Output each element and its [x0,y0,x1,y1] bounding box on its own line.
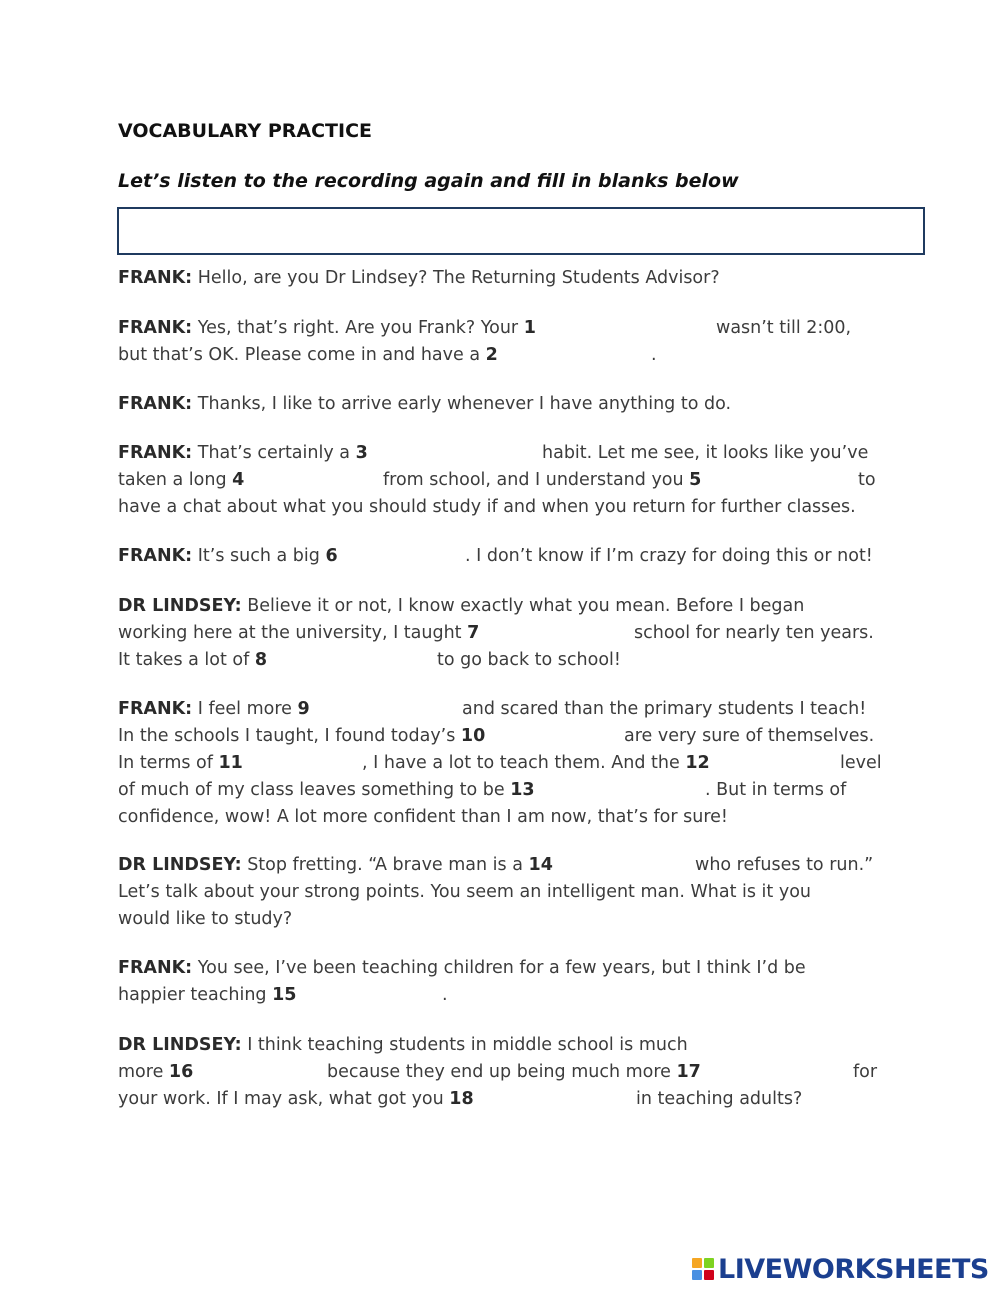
line-text: in teaching adults? [636,1089,803,1109]
speaker-label: FRANK: [118,443,193,463]
line-text: It’s such a big [192,546,326,566]
dialogue-line [118,1059,888,1086]
speaker-label: DR LINDSEY: [118,1035,242,1055]
dialogue-line [118,494,888,521]
line-text-after-blank [442,982,448,1009]
line-text: . I don’t know if I’m crazy for doing this or not! [465,546,873,566]
blank-number: 3 [355,443,368,463]
speaker-label: FRANK: [118,318,193,338]
line-text: happier teaching [118,985,273,1005]
line-text-after-blank: for [853,1062,878,1082]
line-text-after-blank [327,1059,701,1086]
dialogue-line [118,342,888,369]
dialogue-paragraph [118,1032,888,1113]
line-text: I think teaching students in middle school is much [241,1035,688,1055]
line-text: Yes, that’s right. Are you Frank? Your [192,318,524,338]
line-text: working here at the university, I taught [118,623,468,643]
blank-number: 2 [485,345,498,365]
line-text-after-blank: to [858,470,876,490]
speaker-label: FRANK: [118,394,193,414]
dialogue-line [118,955,888,982]
line-text: but that’s OK. Please come in and have a [118,345,486,365]
line-text-after-blank [437,647,621,674]
line-text: to go back to school! [437,650,621,670]
line-text: who refuses to run.” [695,855,874,875]
instructions: Let’s listen to the recording again and fill in blanks below [118,170,739,192]
line-text-after-blank [651,342,657,369]
line-text: In terms of [118,753,219,773]
liveworksheets-logo [692,1253,989,1285]
line-text: I feel more [192,699,298,719]
line-text: It takes a lot of [118,650,255,670]
blank-number: 14 [528,855,553,875]
dialogue-paragraph [118,593,888,674]
dialogue-line [118,804,888,831]
line-text: habit. Let me see, it looks like you’ve [542,443,869,463]
blank-number: 16 [168,1062,194,1082]
speaker-label: FRANK: [118,268,193,288]
dialogue-paragraph [118,852,888,933]
line-text-after-blank [542,440,868,467]
dialogue-line [118,1086,888,1113]
line-text-after-blank [462,696,866,723]
line-text: of much of my class leaves something to be [118,780,511,800]
line-text: taken a long [118,470,233,490]
blank-number: 11 [218,753,243,773]
dialogue-line [118,1032,888,1059]
speaker-label: FRANK: [118,546,193,566]
blank-number: 10 [460,726,486,746]
line-text: wasn’t till 2:00, [716,318,852,338]
line-text: confidence, wow! A lot more confident than I am now, that’s for sure! [118,807,728,827]
line-text: Thanks, I like to arrive early whenever I have anything to do. [192,394,732,414]
line-text: from school, and I understand you [383,470,690,490]
line-text-after-blank [636,1086,802,1113]
dialogue-line [118,852,888,879]
line-text: . [442,985,448,1005]
line-text-after-blank: level [840,753,882,773]
line-text-after-blank [705,777,846,804]
line-text: would like to study? [118,909,293,929]
blank-number: 6 [325,546,338,566]
dialogue-line [118,620,888,647]
line-text: Believe it or not, I know exactly what you mean. Before I began [241,596,805,616]
dialogue-paragraph [118,391,888,418]
page-heading: VOCABULARY PRACTICE [118,120,373,142]
line-text: You see, I’ve been teaching children for a few years, but I think I’d be [192,958,806,978]
blank-number: 17 [676,1062,701,1082]
speaker-label: FRANK: [118,958,193,978]
line-text-after-blank [465,543,873,570]
dialogue-paragraph [118,440,888,521]
blank-number: 18 [449,1089,474,1109]
dialogue-line [118,777,888,804]
blank-number: 15 [272,985,297,1005]
line-text: your work. If I may ask, what got you [118,1089,450,1109]
word-bank-box [117,207,925,255]
line-text-after-blank [362,750,710,777]
dialogue-line [118,723,888,750]
dialogue-line [118,879,888,906]
logo-blocks-icon [692,1258,714,1280]
blank-number: 8 [254,650,268,670]
blank-number: 7 [467,623,480,643]
line-text: . [651,345,657,365]
line-text: because they end up being much more [327,1062,677,1082]
dialogue-line [118,593,888,620]
line-text: have a chat about what you should study if and when you return for further classes. [118,497,856,517]
speaker-label: DR LINDSEY: [118,855,242,875]
dialogue-paragraph [118,543,888,570]
line-text-after-blank [634,620,874,647]
dialogue-line [118,906,888,933]
line-text-after-blank [716,315,851,342]
line-text-after-blank [695,852,873,879]
dialogue-line [118,543,888,570]
dialogue-line [118,467,888,494]
dialogue-line [118,440,888,467]
line-text: and scared than the primary students I teach! [462,699,867,719]
dialogue-line [118,696,888,723]
line-text: Hello, are you Dr Lindsey? The Returning Students Advisor? [192,268,720,288]
dialogue-line [118,265,888,292]
line-text-after-blank [624,723,874,750]
line-text: more [118,1062,169,1082]
line-text: In the schools I taught, I found today’s [118,726,461,746]
dialogue-line [118,982,888,1009]
dialogue-paragraph [118,315,888,369]
blank-number: 1 [523,318,536,338]
blank-number: 9 [297,699,310,719]
line-text-after-blank [383,467,701,494]
dialogue-line [118,315,888,342]
dialogue-line [118,391,888,418]
speaker-label: FRANK: [118,699,193,719]
line-text: , I have a lot to teach them. And the [362,753,686,773]
blank-number: 5 [689,470,702,490]
line-text: are very sure of themselves. [624,726,875,746]
dialogue-paragraph [118,955,888,1009]
blank-number: 13 [510,780,535,800]
blank-number: 4 [232,470,245,490]
line-text: Stop fretting. “A brave man is a [241,855,529,875]
dialogue-paragraph [118,265,888,292]
dialogue-line [118,750,888,777]
line-text: school for nearly ten years. [634,623,874,643]
blank-number: 12 [685,753,710,773]
dialogue-line [118,647,888,674]
line-text: Let’s talk about your strong points. You seem an intelligent man. What is it you [118,882,811,902]
line-text: . But in terms of [705,780,847,800]
line-text: That’s certainly a [192,443,356,463]
speaker-label: DR LINDSEY: [118,596,242,616]
logo-text: LIVEWORKSHEETS [718,1253,989,1285]
dialogue-paragraph [118,696,888,831]
